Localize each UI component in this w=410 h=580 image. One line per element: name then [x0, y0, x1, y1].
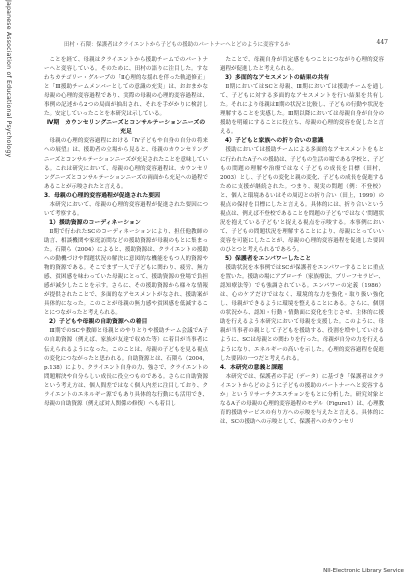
paragraph: 母親の心理的変容過程における『Ⅳ子どもや自身の自分の将来への展望』は、援助者の立場から見ると、母親のカウンセリングニーズとコンサルテーションニーズが充足されたことを意味している。これは研究において、母親の心理的変容過程は、カウンセリングニーズとコンサルテーションニーズの両面から充足への過程であることが示唆されたと言える。 — [44, 138, 208, 190]
page-number: 447 — [376, 39, 388, 46]
right-column — [220, 56, 384, 540]
paragraph: 本研究では、保護者の手記（データ）に基づき「保護者はクライエントからどのように子どもの援助のパートナーへと変容するか」というリサーチクエスチョンをもとに分析した。研究対象となるA子の母親の心理的変容過程のモデル（Figure1）は、心理教育的援助サービスの有り方への示唆を与えたと言える。具体的には、SCの援助への示唆として、保護者へのカウンセリ — [220, 373, 384, 425]
section-heading-iv: Ⅳ期 カウンセリングニーズとコンサルテーションニーズの充足 — [46, 120, 206, 136]
journal-side-banner: Japanese Association of Educational Psychology — [5, 0, 12, 158]
subsection-heading-4: 4）子どもと家族への折り合いの意識 — [225, 138, 324, 145]
subsection-heading-5: 5）保護者をエンパワーしたこと — [225, 256, 312, 263]
paragraph: たことで、母親自身が肯定感をもつことにつながり心理的変容過程が促進したと考えられる。 — [220, 57, 384, 73]
paragraph: ことを経て、母親はクライエントから援助チームでのパートナーへと変容している。そのために、田村の語りに注目した。すなわちカテゴリー・グループの「Ⅱ心理的な揺れを伴った軌道修正」と「Ⅲ援助チームメンバーとしての意識の充実」は、おおまかな母親の心理的変容過程であり、実際の母親の心理的変容過程は、事例の記述から2つの局面が抽出され、それを手がかりに検討した。安定していったことを本研究は示している。 — [44, 57, 208, 118]
paragraph: 援助においては援助チームによる多面的なアセスメントをもとに行われたA子への援助は、子どもの生活の場である学校と、子どもの問題の理解や治療ではなく子どもの成長を目標（田村，2003）とし、子どもの変化と親の変化、子どもの成長を促進するために支援が継続された。つまり、現実の問題（例：不登校）と、個人と環境あるいはその周辺との折り合い（田上，1999）の視点の保持を目標にしたと言える。具体的には、折り合いという視点は、例えば不登校であることを問題の子ども'ではなく'問題状況を抱えている子ども'と捉える視点を示唆する。本事例において、子どもの問題状況を理解することにより、母親にとっていい変容を可能にしたことが、母親の心理的変容過程を促進した要因のひとつと考えられるであろう。 — [220, 147, 384, 253]
paragraph: 援助状況を本事例ではSCが保護者をエンパワーすることに重点を置いた。援助の場にアプローチ（家族療法、ブリーフセラピー、認知療法等）でも強調されている。エンパワーの定義（1986）は、心のケアだけではなく、環境的な力を強化・取り扱い強化し、母親ができるように環境を整えることにある。さらに、個別の状況から、認知・行動・情動面に変化を生じさせ、主体的に援助を行えるよう本研究において母親を支援した。このように、母親が当事者の親として子どもを援助する、役割を増やしていけるように、SCは母親との関わりを行った。母親が自分の力を行えるようになり、エネルギーの高いを示した。心理的変容過程を促進した要因の一つだと考えられる。 — [220, 265, 384, 362]
journal-page — [22, 12, 400, 568]
paragraph: 本研究において、母親の心理的変容過程が促進された要因について考察する。 — [44, 201, 208, 217]
paragraph: Ⅱ期においてはSCと母親、Ⅲ期においては援助チームを通して、子どもに対する多面的なアセスメントを行い結果を共有した。それにより母親はⅡ期の状況と比較し、子どもの行動や状況を理解することを実感した。Ⅲ期以降においては母親自身が自分の援助を明確にすることに役立ち、母親の心理的変容を促したと言える。 — [220, 84, 384, 136]
paragraph: Ⅱ期で行われたSCのコーディネーションにより、担任他教師の助言、相談機関や家庭訪問などの援助資源が母親のもとに集まった。石隈ら（2004）によると、援助資源は、クライエントの援助への動機づけや問題状況の解決に意図的な機能をもつ人的資源や物的資源である。そこでまず一人で子どもに関わり、疲労、無力感、貧困感を味わっていた母親にとって、援助資源の登場で負担感が減少したことを示す。さらに、その援助資源から様々な情報が提供されたことで、多面的なアセスメントがなされ、援助案が具体的になった。このことが母親の無力感や貧困感を低減することにつながったと考えられる。 — [44, 228, 208, 317]
left-column — [44, 56, 208, 540]
paragraph: Ⅲ期でのSCや教師と母親とのやりとりや援助チーム会議でA子の自助資源（例えば、家族が友達で収めた等）に着目が当事者に伝えられるようになった。このことは、母親の子どもを見る視点の変化につながったと思われる。自助資源とは、石隈ら（2004，p.138）により、クライエント自身の力、強さで、クライエントの問題解決や自分らしい成長に役立つものである。さらに自助資源という考え方は、個人間差ではなく個人内差に注目しており、クライエントのエネルギー源でもあり具体的な行動にも活用でき、母親の自助資源（例えば対人関係の修復）へも着目し — [44, 328, 208, 407]
subsection-heading-1: 1）援助資源のコーディネーション — [49, 219, 141, 226]
section-heading-4: 4．本研究の意義と課題 — [220, 364, 284, 371]
subsection-heading-2: 2）子どもや母親の自助資源への着目 — [49, 319, 148, 326]
footer-service-label: NII-Electronic Library Service — [323, 568, 404, 574]
subsection-heading-3: 3）多面的なアセスメントの結果の共有 — [225, 75, 330, 82]
running-header: 田村・石隈：保護者はクライエントから子どもの援助のパートナーへとどのように変容するか — [64, 42, 291, 48]
section-heading-3: 3．母親の心理的変容過程が促進された要因 — [44, 192, 161, 199]
